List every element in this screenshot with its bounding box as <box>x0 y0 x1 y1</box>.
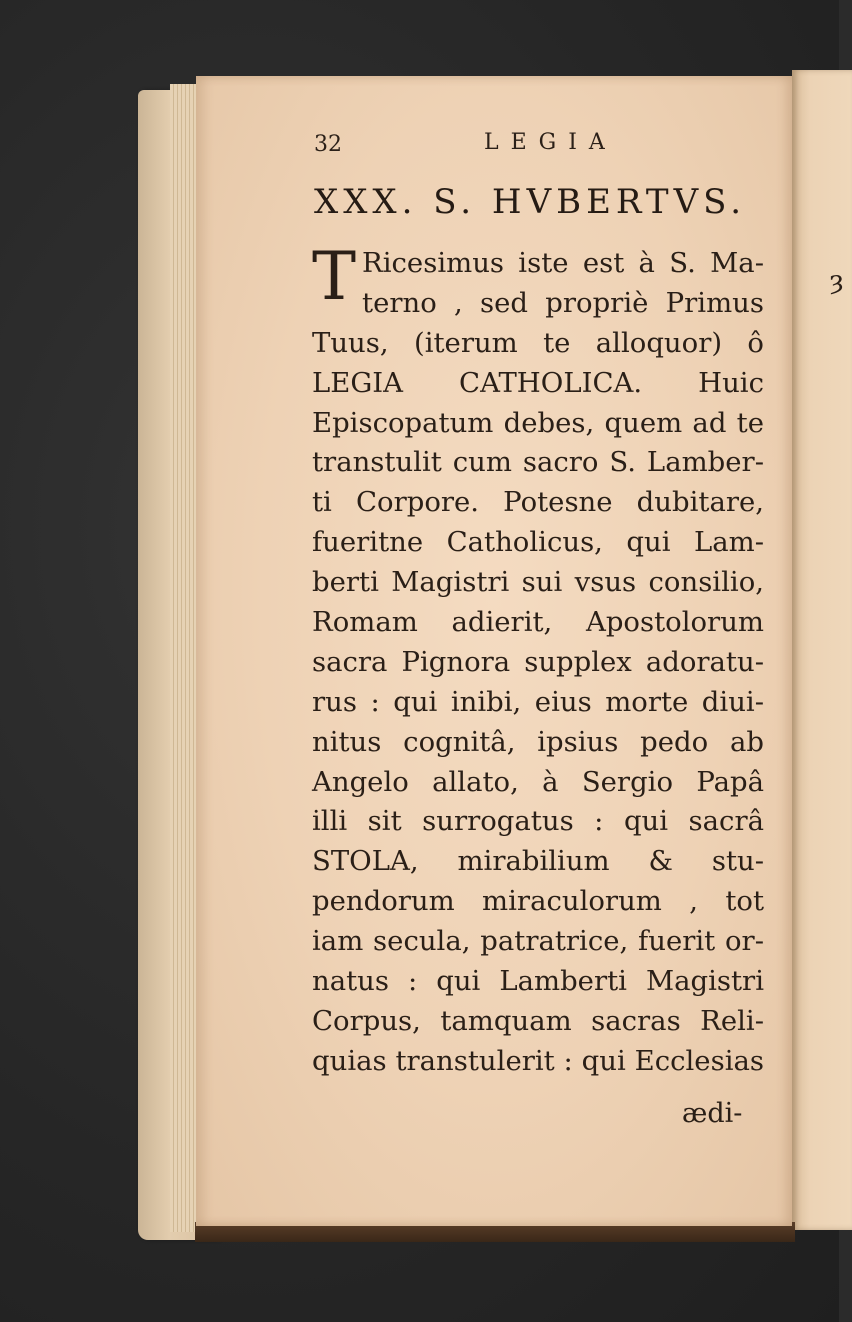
catchword: ædi- <box>682 1098 743 1129</box>
facing-fragment: ȝ <box>830 266 844 296</box>
text-line: Ricesimus iste est à S. Ma- <box>362 247 764 279</box>
text-line: transtulit cum sacro S. Lamber- <box>312 446 764 479</box>
text-line: Corpus, tamquam sacras Reli- <box>312 1004 764 1037</box>
text-line: natus : qui Lamberti Magistri <box>312 965 764 998</box>
text-line: Episcopatum debes, quem ad te <box>312 406 764 439</box>
drop-cap: T <box>312 238 357 315</box>
text-line: LEGIA CATHOLICA. Huic <box>312 366 764 399</box>
chapter-title: XXX. S. HVBERTVS. <box>314 182 747 222</box>
text-line: fueritne Catholicus, qui Lam- <box>312 526 764 559</box>
text-line: Romam adierit, Apostolorum <box>312 606 764 639</box>
text-line: berti Magistri sui vsus consilio, <box>312 566 764 599</box>
text-line: pendorum miraculorum , tot <box>312 885 764 918</box>
page-number: 32 <box>314 132 342 157</box>
text-line: sacra Pignora supplex adoratu- <box>312 645 764 678</box>
text-line: Tuus, (iterum te alloquor) ô <box>312 326 764 359</box>
text-line: nitus cognitâ, ipsius pedo ab <box>312 725 764 758</box>
facing-page-edge <box>792 70 852 1230</box>
text-line: STOLA, mirabilium & stu- <box>312 845 764 878</box>
text-line: terno , sed propriè Primus <box>362 286 764 319</box>
text-line: quias transtulerit : qui Ecclesias <box>312 1044 764 1077</box>
text-line: illi sit surrogatus : qui sacrâ <box>312 805 764 838</box>
text-line: Angelo allato, à Sergio Papâ <box>312 765 764 798</box>
text-line: iam secula, patratrice, fuerit or- <box>312 925 764 958</box>
running-head: LEGIA <box>484 130 617 155</box>
text-line: rus : qui inibi, eius morte diui- <box>312 685 764 718</box>
body-text <box>312 238 764 1082</box>
book-page <box>196 76 792 1226</box>
text-line: ti Corpore. Potesne dubitare, <box>312 486 764 519</box>
